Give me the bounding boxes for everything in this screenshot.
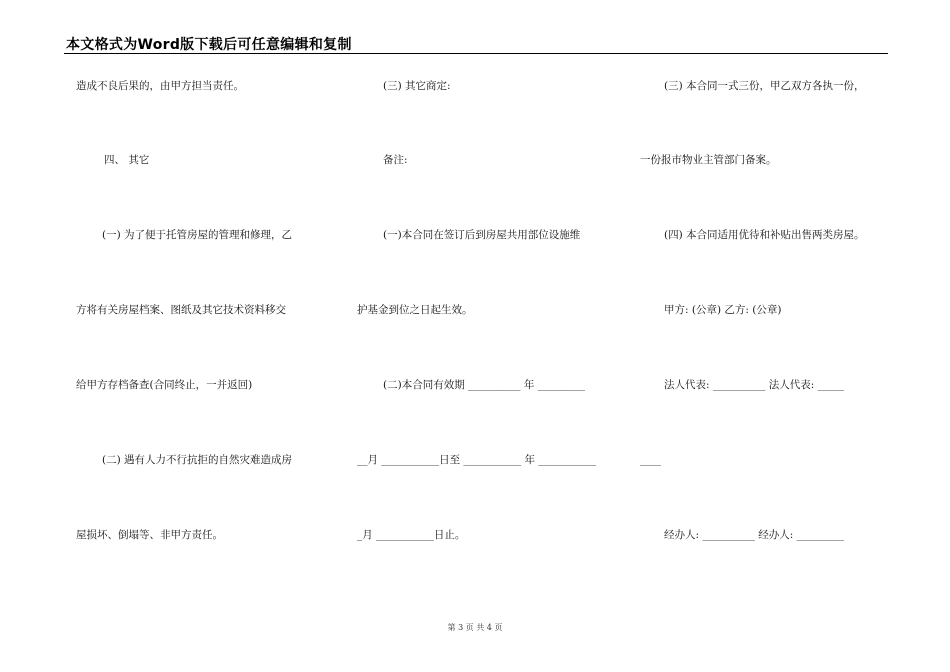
text-line: (四) 本合同适用优待和补贴出售两类房屋。 — [664, 229, 865, 241]
text-line: 经办人: __________ 经办人: _________ — [664, 529, 844, 541]
text-line: 护基金到位之日起生效。 — [357, 304, 473, 316]
header-divider — [64, 53, 888, 54]
text-line: 给甲方存档备查(合同终止，一并返回) — [76, 379, 253, 391]
text-line: (三) 本合同一式三份，甲乙双方各执一份， — [664, 80, 865, 92]
text-line: (三) 其它商定: — [383, 80, 451, 92]
text-line: __月 ___________日至 ___________ 年 ___________ — [357, 454, 597, 466]
text-line: (二)本合同有效期 __________ 年 _________ — [383, 379, 585, 391]
text-line: 甲方: (公章) 乙方: (公章) — [664, 304, 782, 316]
document-header: 本文格式为Word版下载后可任意编辑和复制 — [66, 37, 352, 53]
page-number: 第 3 页 共 4 页 — [447, 623, 503, 632]
text-line: (一) 为了便于托管房屋的管理和修理，乙 — [102, 229, 293, 241]
text-line: ____ — [640, 454, 661, 466]
text-line: 法人代表: __________ 法人代表: _____ — [664, 379, 844, 391]
text-line: 造成不良后果的，由甲方担当责任。 — [76, 80, 244, 92]
text-line: (一)本合同在签订后到房屋共用部位设施维 — [383, 229, 581, 241]
text-line: 方将有关房屋档案、图纸及其它技术资料移交 — [76, 304, 286, 316]
text-line: (二) 遇有人力不行抗拒的自然灾难造成房 — [102, 454, 293, 466]
text-line: 一份报市物业主管部门备案。 — [640, 154, 777, 166]
text-line: _月 ___________日止。 — [357, 529, 466, 541]
section-heading: 四、 其它 — [104, 154, 150, 166]
text-line: 屋损坏、倒塌等、非甲方责任。 — [76, 529, 223, 541]
text-line: 备注: — [383, 154, 408, 166]
